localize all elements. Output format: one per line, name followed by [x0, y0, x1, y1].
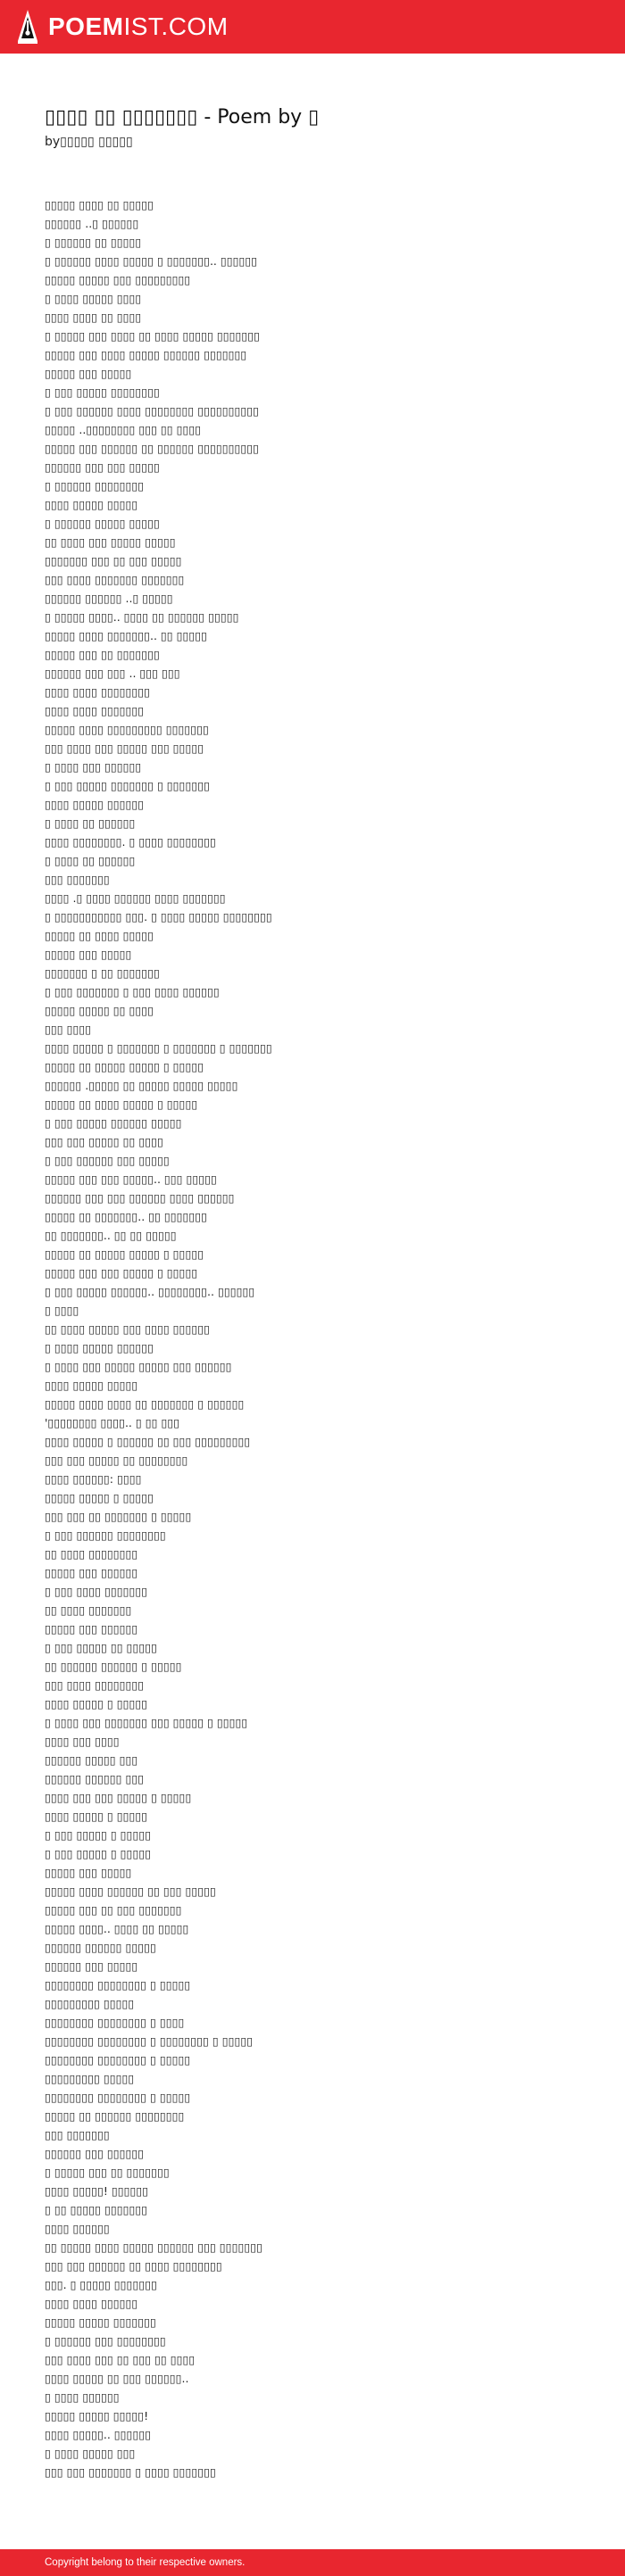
poem-line: ▯▯▯▯▯▯▯ ▯ ▯▯ ▯▯▯▯▯▯▯ — [45, 966, 160, 980]
logo-text-light: IST.COM — [123, 12, 229, 40]
poem-line: ▯ ▯▯▯▯ ▯▯ ▯▯▯▯▯▯ — [45, 816, 136, 830]
poem-line: ▯ ▯▯▯▯ ▯▯▯▯▯ ▯▯▯▯▯▯ — [45, 1341, 154, 1354]
poem-line: ▯▯▯▯▯▯▯▯▯ ▯▯▯▯▯ — [45, 2072, 135, 2085]
poem-line: ▯ ▯▯▯ ▯▯▯▯▯ ▯▯▯▯▯▯ ▯▯▯▯▯ — [45, 1116, 182, 1130]
poem-line: ▯▯▯▯ ▯▯▯▯▯ ▯ ▯▯▯▯▯▯▯ ▯ ▯▯▯▯▯▯▯ ▯ ▯▯▯▯▯▯▯ — [45, 1041, 272, 1055]
poem-line: ▯▯▯▯ ▯▯▯▯▯.. ▯▯▯▯▯▯ — [45, 2428, 152, 2441]
poem-line: ▯▯ ▯▯▯▯ ▯▯▯▯▯▯▯ — [45, 1603, 132, 1617]
poem-line: ▯▯▯▯▯ ▯▯▯ ▯▯▯▯▯▯ — [45, 1622, 138, 1636]
poem-line: ▯▯▯▯▯ ▯▯ ▯▯▯▯▯▯ ▯▯▯▯▯▯▯▯ — [45, 2109, 185, 2123]
poem-line: ▯▯▯ ▯▯▯▯ ▯▯▯▯▯▯▯▯ — [45, 1678, 145, 1692]
poem-line: ▯ ▯▯▯▯ ▯▯▯ ▯▯▯▯▯▯▯ ▯▯▯ ▯▯▯▯▯ ▯ ▯▯▯▯▯ — [45, 1716, 248, 1729]
poem-line: ▯▯▯▯▯ ▯▯▯ ▯▯ ▯▯▯▯▯▯▯ — [45, 648, 160, 661]
poem-line: ▯ ▯▯▯▯▯ ▯▯▯ ▯▯▯▯ ▯▯ ▯▯▯▯ ▯▯▯▯▯ ▯▯▯▯▯▯▯ — [45, 329, 261, 343]
poem-line: ▯▯ ▯▯▯▯▯ ▯▯▯▯ ▯▯▯▯▯ ▯▯▯▯▯▯ ▯▯▯ ▯▯▯▯▯▯▯ — [45, 2241, 262, 2254]
poem-line: ▯ ▯▯▯▯ ▯▯▯ ▯▯▯▯▯▯ — [45, 760, 142, 774]
poem-line: ▯▯▯▯ ▯▯▯▯ ▯▯▯▯▯▯▯▯ — [45, 685, 151, 699]
poem-line: ▯▯▯▯▯ ▯▯ ▯▯▯▯▯ ▯▯▯▯▯ ▯ ▯▯▯▯▯ — [45, 1060, 204, 1073]
poem-line: ▯▯▯▯▯▯ ▯▯▯ ▯▯▯▯▯ — [45, 1959, 138, 1973]
poem-line: ▯▯▯▯▯ ▯▯▯ ▯▯▯▯▯ — [45, 367, 132, 380]
poem-line: ▯▯▯ ▯▯▯ ▯▯▯▯▯ ▯▯ ▯▯▯▯ — [45, 1135, 163, 1148]
poem-line: ▯▯▯▯▯ ▯▯▯ ▯▯ ▯▯▯ ▯▯▯▯▯▯▯ — [45, 1903, 182, 1917]
poem-line: ▯▯▯▯▯ ▯▯ ▯▯▯▯▯ ▯▯▯▯▯ ▯ ▯▯▯▯▯ — [45, 1247, 204, 1261]
poem-line: ▯▯▯▯ ▯▯▯▯▯▯: ▯▯▯▯ — [45, 1472, 142, 1486]
poem-line: ▯▯▯. ▯ ▯▯▯▯▯ ▯▯▯▯▯▯▯ — [45, 2278, 157, 2291]
poem-line: ▯▯ ▯▯▯▯ ▯▯▯▯▯▯▯▯ — [45, 1547, 138, 1561]
pen-nib-icon — [16, 9, 39, 45]
poem-line: ▯▯▯▯▯ ▯▯▯▯▯ ▯▯▯ ▯▯▯▯▯▯▯▯▯ — [45, 273, 191, 286]
poem-line: ▯▯▯▯▯ ▯▯▯▯ ▯▯▯▯▯▯▯.. ▯▯ ▯▯▯▯▯ — [45, 629, 208, 642]
poem-line: ▯ ▯▯▯ ▯▯▯▯▯▯▯ ▯ ▯▯▯ ▯▯▯▯ ▯▯▯▯▯▯ — [45, 985, 220, 998]
poem-line: ▯ ▯▯▯ ▯▯▯▯▯ ▯▯ ▯▯▯▯▯ — [45, 1641, 157, 1654]
poem-line: ▯▯▯▯▯▯▯▯ ▯▯▯▯▯▯▯▯ ▯ ▯▯▯▯ — [45, 2016, 185, 2029]
poem-line: ▯▯▯▯▯▯▯▯ ▯▯▯▯▯▯▯▯ ▯ ▯▯▯▯▯▯▯▯ ▯ ▯▯▯▯▯ — [45, 2034, 254, 2048]
copyright-notice: Copyright belong to their respective owners. — [45, 2557, 246, 2568]
poem-line: '▯▯▯▯▯▯▯▯ ▯▯▯▯.. ▯ ▯▯ ▯▯▯ — [45, 1416, 180, 1429]
poem-line: ▯▯▯▯ ▯▯▯▯▯ ▯▯▯▯▯ — [45, 1379, 138, 1392]
poem-line: ▯ ▯▯▯▯▯▯ ▯▯▯ ▯▯▯▯▯▯▯▯ — [45, 2334, 166, 2348]
poem-line: ▯▯▯▯▯ ▯▯▯ ▯▯▯ ▯▯▯▯▯.. ▯▯▯ ▯▯▯▯▯ — [45, 1172, 217, 1186]
poem-line: ▯▯▯▯ ▯▯▯▯▯ ▯ ▯▯▯▯▯ — [45, 1810, 148, 1823]
logo-text — [48, 9, 229, 45]
poem-line: ▯▯▯▯▯ ▯▯ ▯▯▯▯ ▯▯▯▯▯ — [45, 929, 154, 942]
poem-line: ▯▯ ▯▯▯▯▯▯ ▯▯▯▯▯▯ ▯ ▯▯▯▯▯ — [45, 1660, 182, 1673]
poem-line: ▯▯▯ ▯▯▯▯ ▯▯▯ ▯▯ ▯▯▯ ▯▯ ▯▯▯▯ — [45, 2353, 196, 2366]
poem-line: ▯ ▯▯▯▯ ▯▯▯ ▯▯▯▯▯ ▯▯▯▯▯ ▯▯▯ ▯▯▯▯▯▯ — [45, 1360, 232, 1373]
poem-line: ▯▯▯▯▯ ▯▯ ▯▯▯▯▯▯▯.. ▯▯ ▯▯▯▯▯▯▯ — [45, 1210, 208, 1223]
poem-line: ▯▯▯▯ ▯▯▯▯▯ ▯▯▯▯▯ — [45, 498, 138, 511]
poem-line: ▯▯▯▯▯ ▯▯▯ ▯▯▯▯▯▯ ▯▯ ▯▯▯▯▯▯ ▯▯▯▯▯▯▯▯▯▯ — [45, 442, 259, 455]
poem-line: ▯ ▯▯▯ ▯▯▯▯▯▯ ▯▯▯▯▯▯▯▯ — [45, 1528, 166, 1542]
poem-line: ▯▯▯ ▯▯▯ ▯▯▯▯▯ ▯▯ ▯▯▯▯▯▯▯▯ — [45, 1454, 188, 1467]
poem-line: ▯▯ ▯▯▯▯▯▯▯.. ▯▯ ▯▯ ▯▯▯▯▯ — [45, 1229, 177, 1242]
poem-line: ▯ ▯▯▯▯ ▯▯ ▯▯▯▯▯▯ — [45, 854, 136, 867]
poem-line: ▯▯▯▯▯▯ ▯▯▯▯▯ ▯▯▯ — [45, 1753, 138, 1767]
poem-line: ▯▯▯▯ ▯▯▯▯ ▯▯▯▯▯▯ — [45, 2297, 138, 2310]
site-footer — [0, 2549, 625, 2576]
poem-line: ▯▯▯▯▯ ▯▯▯▯▯ ▯▯▯▯▯! — [45, 2409, 149, 2423]
poem-line: ▯ ▯▯▯ ▯▯▯▯▯ ▯▯▯▯▯▯▯ ▯ ▯▯▯▯▯▯▯ — [45, 779, 210, 792]
poem-line: ▯▯ ▯▯▯▯ ▯▯▯▯▯ ▯▯▯ ▯▯▯▯ ▯▯▯▯▯▯ — [45, 1322, 210, 1336]
poem-line: ▯ ▯▯▯ ▯▯▯▯ ▯▯▯▯▯▯▯ — [45, 1585, 148, 1598]
poem-line: ▯▯▯ ▯▯▯▯ ▯▯▯▯▯▯▯ ▯▯▯▯▯▯▯ — [45, 573, 185, 586]
site-logo[interactable] — [16, 9, 229, 45]
poem-line: ▯▯▯▯▯ ▯▯▯ ▯▯▯▯▯ — [45, 1866, 132, 1879]
logo-text-strong: POEM — [48, 12, 124, 40]
poem-line: ▯ ▯▯▯ ▯▯▯▯▯ ▯ ▯▯▯▯▯ — [45, 1847, 152, 1860]
poem-line: ▯ ▯▯▯▯▯▯ ▯▯ ▯▯▯▯▯ — [45, 236, 142, 249]
poem-line: ▯▯▯ ▯▯▯▯ ▯▯▯ ▯▯▯▯▯ ▯▯▯ ▯▯▯▯▯ — [45, 741, 204, 755]
poem-line: ▯▯▯▯▯▯▯▯ ▯▯▯▯▯▯▯▯ ▯ ▯▯▯▯▯ — [45, 1978, 191, 1992]
poem-line: ▯▯▯▯▯ ▯▯▯ ▯▯▯▯▯ — [45, 948, 132, 961]
poem-line: ▯▯▯ ▯▯▯ ▯▯▯▯▯▯ ▯▯ ▯▯▯▯ ▯▯▯▯▯▯▯▯ — [45, 2259, 222, 2273]
poem-line: ▯ ▯▯▯▯ ▯▯▯▯▯ ▯▯▯▯ — [45, 292, 142, 305]
poem-line: ▯▯▯▯▯▯ ▯▯▯▯▯▯ ..▯ ▯▯▯▯▯ — [45, 592, 173, 605]
poem-line: ▯▯▯▯▯▯▯▯ ▯▯▯▯▯▯▯▯ ▯ ▯▯▯▯▯ — [45, 2053, 191, 2067]
poem-line: ▯ ▯▯▯ ▯▯▯▯▯ ▯▯▯▯▯▯▯▯ — [45, 385, 160, 399]
poem-line: ▯▯▯▯▯▯▯ ▯▯▯ ▯▯ ▯▯▯ ▯▯▯▯▯ — [45, 554, 182, 567]
poem-line: ▯▯▯▯▯▯ .▯▯▯▯▯ ▯▯ ▯▯▯▯▯ ▯▯▯▯▯ ▯▯▯▯▯ — [45, 1079, 238, 1092]
poem-line: ▯▯▯ ▯▯▯ ▯▯▯▯▯▯▯ ▯ ▯▯▯▯ ▯▯▯▯▯▯▯ — [45, 2465, 216, 2479]
poem-line: ▯ ▯▯▯▯ — [45, 1304, 79, 1317]
poem-line: ▯ ▯▯▯▯▯ ▯▯▯▯.. ▯▯▯▯ ▯▯ ▯▯▯▯▯▯ ▯▯▯▯▯ — [45, 610, 239, 624]
poem-line: ▯▯▯▯▯ ▯▯▯ ▯▯▯▯▯▯ — [45, 1566, 138, 1579]
poem-line: ▯▯▯▯ ▯▯▯▯▯▯ — [45, 2222, 110, 2235]
poem-line: ▯▯▯▯ ▯▯▯▯▯▯▯▯. ▯ ▯▯▯▯ ▯▯▯▯▯▯▯▯ — [45, 835, 216, 849]
poem-line: ▯▯▯ ▯▯▯▯▯▯▯ — [45, 2128, 110, 2141]
poem-line: ▯▯▯▯▯▯ ▯▯▯ ▯▯▯ ▯▯▯▯▯▯ ▯▯▯▯ ▯▯▯▯▯▯ — [45, 1191, 235, 1205]
poem-line: ▯▯▯▯▯▯▯▯ ▯▯▯▯▯▯▯▯ ▯ ▯▯▯▯▯ — [45, 2091, 191, 2104]
poem-line: ▯▯▯ ▯▯▯▯▯▯▯ — [45, 873, 110, 886]
poem-line: ▯▯▯▯ ▯▯▯▯ ▯▯ ▯▯▯▯ — [45, 311, 142, 324]
poem-line: ▯ ▯▯▯▯ ▯▯▯▯▯ ▯▯▯ — [45, 2447, 136, 2460]
poem-line: ▯ ▯▯▯▯▯▯ ▯▯▯▯▯▯▯▯ — [45, 479, 145, 493]
poem-line: ▯▯▯▯▯ ▯▯▯▯▯ ▯ ▯▯▯▯▯ — [45, 1491, 154, 1504]
poem-line: ▯ ▯▯▯▯▯▯ ▯▯▯▯ ▯▯▯▯▯ ▯ ▯▯▯▯▯▯▯.. ▯▯▯▯▯▯ — [45, 254, 258, 268]
poem-line: ▯ ▯▯▯ ▯▯▯▯▯▯ ▯▯▯ ▯▯▯▯▯ — [45, 1154, 170, 1167]
poem-line: ▯▯▯ ▯▯▯▯ — [45, 1023, 92, 1036]
poem-line: ▯▯ ▯▯▯▯ ▯▯▯ ▯▯▯▯▯ ▯▯▯▯▯ — [45, 535, 176, 549]
poem-line: ▯ ▯▯▯ ▯▯▯▯▯▯ ▯▯▯▯ ▯▯▯▯▯▯▯▯ ▯▯▯▯▯▯▯▯▯▯ — [45, 404, 259, 418]
poem-line: ▯▯▯▯▯ ▯▯▯ ▯▯▯▯ ▯▯▯▯▯ ▯▯▯▯▯▯ ▯▯▯▯▯▯▯ — [45, 348, 247, 361]
poem-line: ▯▯▯▯ ▯▯▯ ▯▯▯▯ — [45, 1735, 120, 1748]
poem-title: ▯▯▯▯ ▯▯ ▯▯▯▯▯▯▯ - Poem by ▯ — [45, 106, 320, 128]
poem-line: ▯▯▯▯▯ ▯▯▯▯.. ▯▯▯▯ ▯▯ ▯▯▯▯▯ — [45, 1922, 189, 1935]
poem-line: ▯▯▯▯▯ ▯▯ ▯▯▯▯ ▯▯▯▯▯ ▯ ▯▯▯▯▯ — [45, 1097, 198, 1111]
poem-line: ▯▯▯▯▯ ▯▯▯▯ ▯▯▯▯▯▯ ▯▯ ▯▯▯ ▯▯▯▯▯ — [45, 1884, 216, 1898]
poem-line: ▯▯▯▯▯▯ ..▯ ▯▯▯▯▯▯ — [45, 217, 139, 230]
poem-line: ▯▯▯▯▯▯ ▯▯▯▯▯▯ ▯▯▯ — [45, 1772, 145, 1785]
poem-line: ▯▯▯▯ ▯▯▯▯▯ ▯ ▯▯▯▯▯▯ ▯▯ ▯▯▯ ▯▯▯▯▯▯▯▯▯ — [45, 1435, 251, 1448]
poem-line: ▯▯▯▯▯ ▯▯▯▯ ▯▯▯▯▯▯▯▯▯ ▯▯▯▯▯▯▯ — [45, 723, 209, 736]
poem-line: ▯▯▯▯ ▯▯▯▯ ▯▯▯▯▯▯▯ — [45, 704, 145, 717]
poem-author[interactable]: by▯▯▯▯▯ ▯▯▯▯▯ — [45, 135, 133, 149]
poem-line: ▯▯▯ ▯▯▯ ▯▯ ▯▯▯▯▯▯▯ ▯ ▯▯▯▯▯ — [45, 1510, 192, 1523]
poem-line: ▯ ▯▯▯▯▯ ▯▯▯ ▯▯ ▯▯▯▯▯▯▯ — [45, 2166, 170, 2179]
poem-line: ▯▯▯▯▯▯ ▯▯▯ ▯▯▯ .. ▯▯▯ ▯▯▯ — [45, 667, 180, 680]
site-header — [0, 0, 625, 54]
poem-line: ▯▯▯▯▯ ▯▯▯▯ ▯▯ ▯▯▯▯▯ — [45, 198, 154, 211]
poem-line: ▯▯▯▯ ▯▯▯▯▯! ▯▯▯▯▯▯ — [45, 2184, 149, 2198]
poem-line: ▯▯▯▯ ▯▯▯▯▯ ▯▯ ▯▯▯ ▯▯▯▯▯▯.. — [45, 2372, 189, 2385]
poem-body — [45, 195, 598, 2481]
poem-line: ▯▯▯▯▯ ▯▯▯▯▯ ▯▯▯▯▯▯▯ — [45, 2315, 156, 2329]
poem-line: ▯▯▯▯▯ ▯▯▯▯ ▯▯▯▯ ▯▯ ▯▯▯▯▯▯▯ ▯ ▯▯▯▯▯▯ — [45, 1397, 245, 1411]
poem-line: ▯ ▯▯▯▯ ▯▯▯▯▯▯ — [45, 2390, 120, 2404]
poem-line: ▯▯▯▯▯▯ ▯▯▯▯▯▯ ▯▯▯▯▯ — [45, 1941, 156, 1954]
poem-line: ▯ ▯▯▯▯▯▯ ▯▯▯▯▯ ▯▯▯▯▯ — [45, 517, 160, 530]
poem-line: ▯▯▯▯▯▯▯▯▯ ▯▯▯▯▯ — [45, 1997, 135, 2010]
poem-line: ▯▯▯▯▯▯ ▯▯▯ ▯▯▯ ▯▯▯▯▯ — [45, 460, 160, 474]
poem-line: ▯▯▯▯▯ ▯▯▯▯▯ ▯▯ ▯▯▯▯ — [45, 1004, 154, 1017]
poem-line: ▯▯▯▯▯ ..▯▯▯▯▯▯▯▯ ▯▯▯ ▯▯ ▯▯▯▯ — [45, 423, 202, 436]
poem-line: ▯▯▯▯ ▯▯▯▯▯ ▯ ▯▯▯▯▯ — [45, 1697, 148, 1710]
poem-line: ▯ ▯▯▯ ▯▯▯▯▯ ▯ ▯▯▯▯▯ — [45, 1828, 152, 1842]
poem-line: ▯ ▯▯▯ ▯▯▯▯▯ ▯▯▯▯▯▯.. ▯▯▯▯▯▯▯▯.. ▯▯▯▯▯▯ — [45, 1285, 255, 1298]
poem-line: ▯ ▯▯▯▯▯▯▯▯▯▯▯ ▯▯▯. ▯ ▯▯▯▯ ▯▯▯▯▯ ▯▯▯▯▯▯▯▯ — [45, 910, 272, 924]
poem-line: ▯▯▯▯ ▯▯▯ ▯▯▯ ▯▯▯▯▯ ▯ ▯▯▯▯▯ — [45, 1791, 192, 1804]
poem-line: ▯ ▯▯ ▯▯▯▯▯ ▯▯▯▯▯▯▯ — [45, 2203, 148, 2216]
poem-line: ▯▯▯▯▯▯ ▯▯▯ ▯▯▯▯▯▯ — [45, 2147, 145, 2160]
poem-line: ▯▯▯▯ ▯▯▯▯▯ ▯▯▯▯▯▯ — [45, 798, 145, 811]
poem-line: ▯▯▯▯ .▯ ▯▯▯▯ ▯▯▯▯▯▯ ▯▯▯▯ ▯▯▯▯▯▯▯ — [45, 891, 226, 905]
poem-line: ▯▯▯▯▯ ▯▯▯ ▯▯▯ ▯▯▯▯▯ ▯ ▯▯▯▯▯ — [45, 1266, 198, 1280]
